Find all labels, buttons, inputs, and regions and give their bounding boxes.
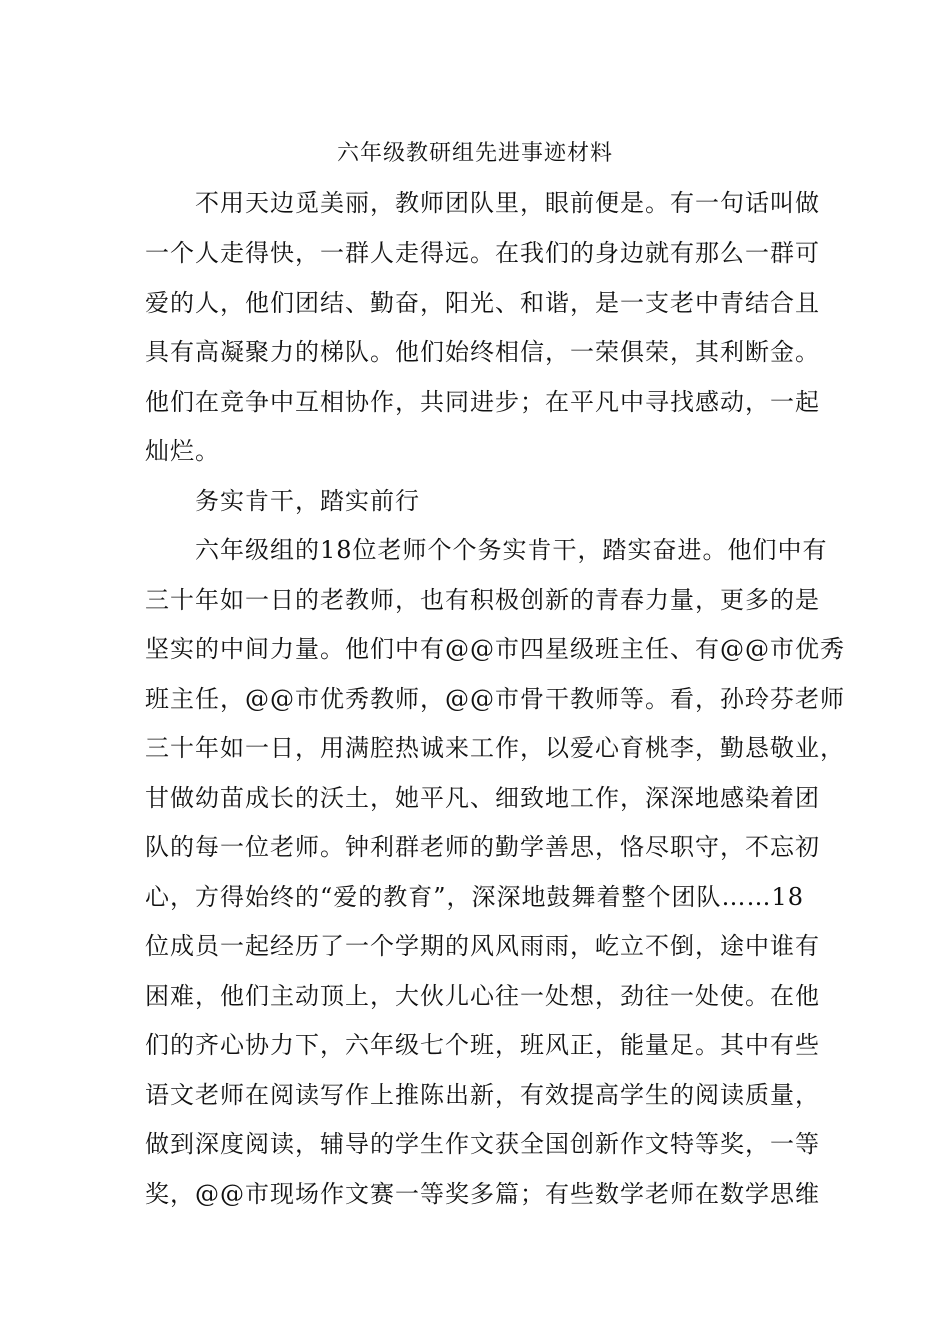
paragraph-line: 一个人走得快，一群人走得远。在我们的身边就有那么一群可 <box>145 239 820 267</box>
paragraph-line: 他们在竞争中互相协作，共同进步；在平凡中寻找感动，一起 <box>145 388 820 416</box>
section-heading: 务实肯干，踏实前行 <box>145 487 420 515</box>
document-title: 六年级教研组先进事迹材料 <box>336 141 613 166</box>
paragraph-line: 做到深度阅读，辅导的学生作文获全国创新作文特等奖，一等 <box>145 1130 820 1158</box>
paragraph-line: 们的齐心协力下，六年级七个班，班风正，能量足。其中有些 <box>145 1031 820 1059</box>
paragraph-line: 灿烂。 <box>145 437 220 465</box>
paragraph-line: 三十年如一日，用满腔热诚来工作，以爱心育桃李，勤恳敬业， <box>145 734 845 762</box>
paragraph-line: 三十年如一日的老教师，也有积极创新的青春力量，更多的是 <box>145 586 820 614</box>
paragraph-line: 具有高凝聚力的梯队。他们始终相信，一荣俱荣，其利断金。 <box>145 338 820 366</box>
paragraph-line: 甘做幼苗成长的沃土，她平凡、细致地工作，深深地感染着团 <box>145 784 820 812</box>
paragraph-line: 位成员一起经历了一个学期的风风雨雨，屹立不倒，途中谁有 <box>145 932 820 960</box>
paragraph-line: 班主任，@@市优秀教师，@@市骨干教师等。看，孙玲芬老师 <box>145 685 845 713</box>
paragraph-line: 奖，@@市现场作文赛一等奖多篇；有些数学老师在数学思维 <box>145 1180 820 1208</box>
paragraph-line: 不用天边觅美丽，教师团队里，眼前便是。有一句话叫做 <box>145 189 820 217</box>
paragraph-line: 六年级组的18位老师个个务实肯干，踏实奋进。他们中有 <box>145 536 828 564</box>
paragraph-line: 心，方得始终的“爱的教育”，深深地鼓舞着整个团队……18 <box>145 883 805 911</box>
paragraph-line: 爱的人，他们团结、勤奋，阳光、和谐，是一支老中青结合且 <box>145 289 820 317</box>
paragraph-line: 语文老师在阅读写作上推陈出新，有效提高学生的阅读质量， <box>145 1081 820 1109</box>
paragraph-line: 坚实的中间力量。他们中有@@市四星级班主任、有@@市优秀 <box>145 635 845 663</box>
paragraph-line: 队的每一位老师。钟利群老师的勤学善思，恪尽职守，不忘初 <box>145 833 820 861</box>
paragraph-line: 困难，他们主动顶上，大伙儿心往一处想，劲往一处使。在他 <box>145 982 820 1010</box>
